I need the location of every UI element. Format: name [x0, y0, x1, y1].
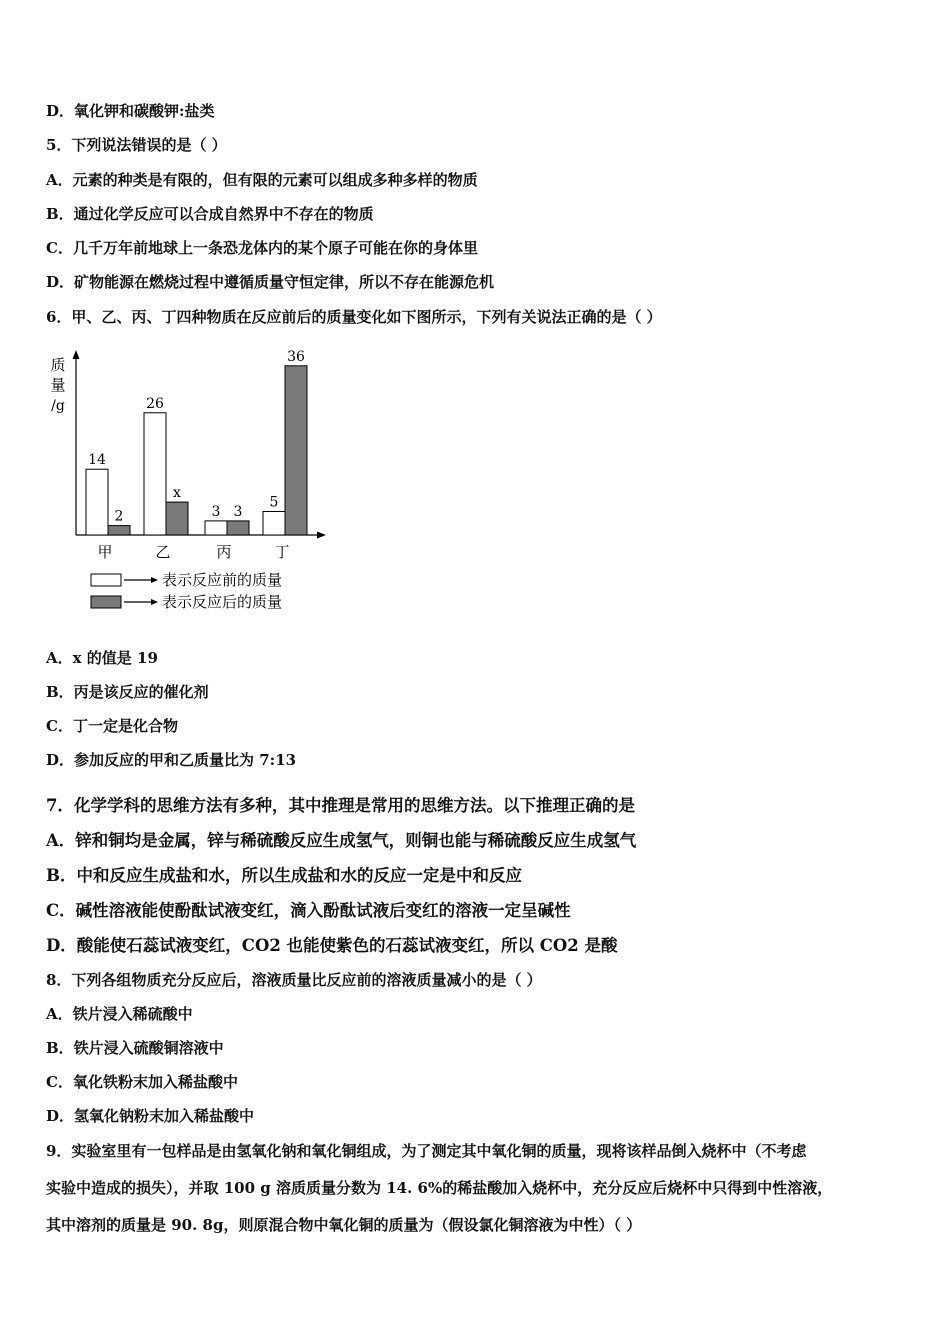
ylabel-part-3: /g: [51, 398, 65, 414]
bar-label-bing-after: 3: [233, 503, 243, 520]
q5-option-c: C．几千万年前地球上一条恐龙体内的某个原子可能在你的身体里: [46, 239, 478, 257]
bar-bing-before: [205, 521, 227, 535]
x-tick-bing: 丙: [216, 543, 232, 561]
q8-option-d: D．氢氧化钠粉末加入稀盐酸中: [46, 1107, 255, 1125]
mass-bar-chart: [44, 342, 344, 632]
bar-yi-after: [166, 502, 188, 535]
bar-label-yi-before: 26: [146, 395, 164, 412]
bar-label-jia-before: 14: [88, 452, 106, 469]
bar-label-ding-after: 36: [287, 348, 305, 365]
bar-ding-before: [263, 512, 285, 536]
x-tick-yi: 乙: [155, 543, 171, 561]
q6-option-a: A．x 的值是 19: [46, 649, 158, 667]
q8-option-c: C．氧化铁粉末加入稀盐酸中: [46, 1073, 238, 1091]
q7-option-d: D．酸能使石蕊试液变红，CO2 也能使紫色的石蕊试液变红，所以 CO2 是酸: [46, 936, 618, 955]
ylabel-part-2: 量: [50, 376, 66, 394]
bar-label-yi-after: x: [173, 485, 181, 502]
q6-option-b: B．丙是该反应的催化剂: [46, 683, 209, 701]
legend-swatch-before: [91, 574, 121, 586]
question-5: 5．下列说法错误的是（ ）: [46, 136, 227, 154]
q5-option-a: A．元素的种类是有限的，但有限的元素可以组成多种多样的物质: [46, 171, 478, 189]
legend-label-after: 表示反应后的质量: [162, 593, 283, 611]
bar-ding-after: [285, 366, 307, 535]
question-9-line-2: 实验中造成的损失），并取 100 g 溶质质量分数为 14. 6%的稀盐酸加入烧杯中，充分反应后烧杯中只得到中性溶液，: [46, 1179, 833, 1197]
legend-label-before: 表示反应前的质量: [162, 571, 283, 589]
bar-yi-before: [144, 413, 166, 535]
x-tick-jia: 甲: [97, 543, 113, 561]
legend-arrowhead-after: [151, 599, 158, 605]
x-axis-arrow: [317, 532, 326, 539]
option-d-prev: D．氧化钾和碳酸钾:盐类: [46, 102, 215, 120]
q7-option-a: A．锌和铜均是金属，锌与稀硫酸反应生成氢气，则铜也能与稀硫酸反应生成氢气: [46, 831, 637, 850]
y-axis-arrow: [73, 350, 80, 359]
q6-option-d: D．参加反应的甲和乙质量比为 7:13: [46, 751, 297, 769]
q6-option-c: C．丁一定是化合物: [46, 717, 178, 735]
q8-option-a: A．铁片浸入稀硫酸中: [46, 1005, 193, 1023]
q5-option-d: D．矿物能源在燃烧过程中遵循质量守恒定律，所以不存在能源危机: [46, 273, 495, 291]
bar-jia-before: [86, 469, 108, 535]
bar-bing-after: [227, 521, 249, 535]
q8-option-b: B．铁片浸入硫酸铜溶液中: [46, 1039, 224, 1057]
bar-label-ding-before: 5: [269, 494, 279, 511]
bar-label-jia-after: 2: [114, 508, 124, 525]
q7-option-b: B．中和反应生成盐和水，所以生成盐和水的反应一定是中和反应: [46, 866, 522, 885]
question-8: 8．下列各组物质充分反应后，溶液质量比反应前的溶液质量减小的是（ ）: [46, 971, 542, 989]
legend-swatch-after: [91, 596, 121, 608]
legend-arrowhead-before: [151, 577, 158, 583]
question-6: 6．甲、乙、丙、丁四种物质在反应前后的质量变化如下图所示，下列有关说法正确的是（ ）: [46, 308, 662, 326]
q7-option-c: C．碱性溶液能使酚酞试液变红，滴入酚酞试液后变红的溶液一定呈碱性: [46, 901, 571, 920]
question-7: 7．化学学科的思维方法有多种，其中推理是常用的思维方法。以下推理正确的是: [46, 796, 635, 815]
ylabel-part-1: 质: [50, 356, 66, 374]
question-9-line-3: 其中溶剂的质量是 90. 8g，则原混合物中氧化铜的质量为（假设氯化铜溶液为中性）（ ）: [46, 1216, 642, 1234]
q5-option-b: B．通过化学反应可以合成自然界中不存在的物质: [46, 205, 374, 223]
bar-jia-after: [108, 526, 130, 535]
x-tick-ding: 丁: [274, 543, 290, 561]
bar-label-bing-before: 3: [211, 503, 221, 520]
question-9-line-1: 9．实验室里有一包样品是由氢氧化钠和氧化铜组成，为了测定其中氧化铜的质量，现将该样品倒入烧杯中（不考虑: [46, 1142, 807, 1160]
